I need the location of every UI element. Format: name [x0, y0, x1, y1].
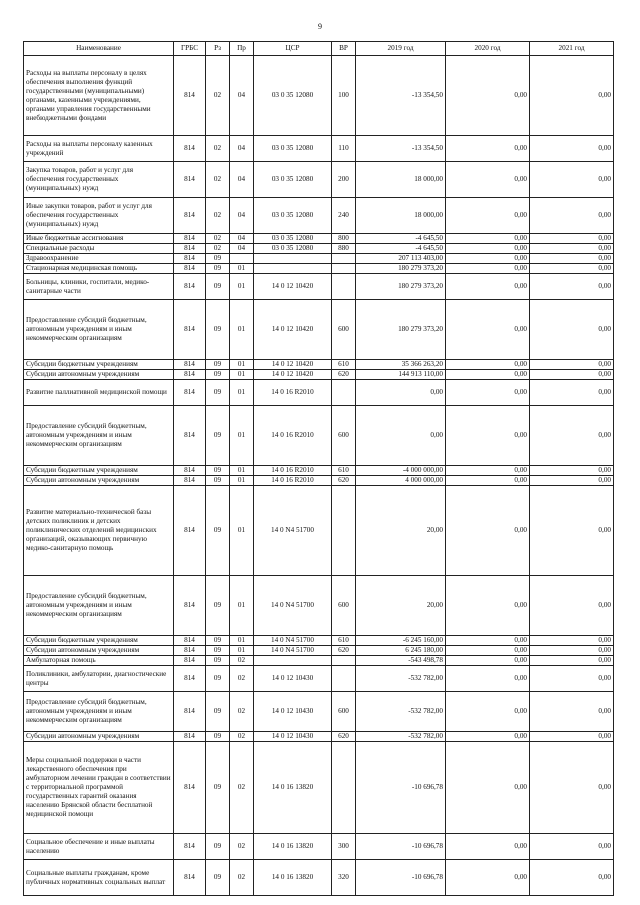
cell-vr: 240 — [332, 198, 356, 234]
cell-y2020: 0,00 — [446, 656, 530, 666]
cell-rz: 09 — [206, 692, 230, 732]
budget-table — [23, 41, 614, 896]
cell-vr — [332, 264, 356, 274]
cell-pr: 01 — [230, 476, 254, 486]
cell-vr: 200 — [332, 162, 356, 198]
cell-y2021: 0,00 — [530, 136, 614, 162]
cell-vr: 610 — [332, 466, 356, 476]
cell-name: Развитие паллиативной медицинской помощи — [24, 380, 174, 406]
table-row — [24, 264, 614, 274]
table-row — [24, 834, 614, 860]
cell-vr: 320 — [332, 860, 356, 896]
cell-pr: 01 — [230, 370, 254, 380]
cell-grbs: 814 — [174, 656, 206, 666]
cell-rz: 02 — [206, 56, 230, 136]
cell-y2021: 0,00 — [530, 476, 614, 486]
cell-y2019: 4 000 000,00 — [356, 476, 446, 486]
cell-y2021: 0,00 — [530, 732, 614, 742]
cell-y2020: 0,00 — [446, 274, 530, 300]
cell-y2019: 0,00 — [356, 380, 446, 406]
cell-csr: 03 0 35 12080 — [254, 56, 332, 136]
cell-rz: 09 — [206, 370, 230, 380]
cell-vr — [332, 486, 356, 576]
cell-pr: 01 — [230, 646, 254, 656]
cell-csr: 03 0 35 12080 — [254, 244, 332, 254]
cell-csr: 03 0 35 12080 — [254, 136, 332, 162]
cell-vr — [332, 254, 356, 264]
cell-vr: 600 — [332, 576, 356, 636]
cell-rz: 09 — [206, 274, 230, 300]
cell-y2020: 0,00 — [446, 406, 530, 466]
cell-grbs: 814 — [174, 666, 206, 692]
cell-name: Специальные расходы — [24, 244, 174, 254]
cell-grbs: 814 — [174, 646, 206, 656]
cell-y2021: 0,00 — [530, 636, 614, 646]
cell-pr: 02 — [230, 656, 254, 666]
cell-y2019: 35 366 263,20 — [356, 360, 446, 370]
cell-rz: 09 — [206, 860, 230, 896]
cell-y2021: 0,00 — [530, 300, 614, 360]
cell-y2020: 0,00 — [446, 486, 530, 576]
cell-grbs: 814 — [174, 370, 206, 380]
cell-vr — [332, 742, 356, 834]
cell-rz: 09 — [206, 636, 230, 646]
cell-name: Предоставление субсидий бюджетным, автономным учреждениям и иным некоммерческим организациям — [24, 300, 174, 360]
cell-y2019: 207 113 403,00 — [356, 254, 446, 264]
cell-pr: 01 — [230, 406, 254, 466]
cell-y2020: 0,00 — [446, 244, 530, 254]
header-csr: ЦСР — [254, 42, 332, 56]
cell-name: Субсидии автономным учреждениям — [24, 370, 174, 380]
cell-vr: 620 — [332, 646, 356, 656]
cell-vr: 300 — [332, 834, 356, 860]
cell-vr: 100 — [332, 56, 356, 136]
cell-name: Здравоохранение — [24, 254, 174, 264]
cell-y2020: 0,00 — [446, 636, 530, 646]
cell-rz: 09 — [206, 360, 230, 370]
cell-name: Иные бюджетные ассигнования — [24, 234, 174, 244]
cell-y2020: 0,00 — [446, 476, 530, 486]
cell-grbs: 814 — [174, 732, 206, 742]
cell-rz: 09 — [206, 486, 230, 576]
cell-y2021: 0,00 — [530, 370, 614, 380]
cell-vr: 620 — [332, 476, 356, 486]
cell-name: Субсидии автономным учреждениям — [24, 476, 174, 486]
cell-grbs: 814 — [174, 162, 206, 198]
cell-grbs: 814 — [174, 636, 206, 646]
cell-y2021: 0,00 — [530, 380, 614, 406]
cell-y2020: 0,00 — [446, 646, 530, 656]
cell-name: Субсидии бюджетным учреждениям — [24, 360, 174, 370]
header-grbs: ГРБС — [174, 42, 206, 56]
cell-name: Предоставление субсидий бюджетным, автономным учреждениям и иным некоммерческим организациям — [24, 692, 174, 732]
cell-y2019: 180 279 373,20 — [356, 300, 446, 360]
cell-y2021: 0,00 — [530, 692, 614, 732]
cell-pr: 01 — [230, 274, 254, 300]
cell-rz: 09 — [206, 666, 230, 692]
table-row — [24, 692, 614, 732]
cell-grbs: 814 — [174, 576, 206, 636]
cell-pr: 01 — [230, 576, 254, 636]
cell-y2021: 0,00 — [530, 656, 614, 666]
cell-y2021: 0,00 — [530, 56, 614, 136]
table-row — [24, 466, 614, 476]
cell-y2019: 18 000,00 — [356, 162, 446, 198]
cell-y2019: -4 000 000,00 — [356, 466, 446, 476]
cell-csr: 03 0 35 12080 — [254, 234, 332, 244]
cell-grbs: 814 — [174, 860, 206, 896]
cell-name: Субсидии бюджетным учреждениям — [24, 636, 174, 646]
cell-rz: 09 — [206, 742, 230, 834]
cell-y2019: -10 696,78 — [356, 742, 446, 834]
header-vr: ВР — [332, 42, 356, 56]
cell-rz: 09 — [206, 646, 230, 656]
table-row — [24, 742, 614, 834]
cell-pr: 04 — [230, 234, 254, 244]
table-row — [24, 274, 614, 300]
cell-vr: 600 — [332, 406, 356, 466]
cell-csr: 14 0 16 13820 — [254, 742, 332, 834]
header-pr: Пр — [230, 42, 254, 56]
cell-rz: 09 — [206, 264, 230, 274]
cell-csr: 14 0 12 10420 — [254, 360, 332, 370]
cell-y2021: 0,00 — [530, 234, 614, 244]
cell-y2021: 0,00 — [530, 486, 614, 576]
cell-pr: 01 — [230, 466, 254, 476]
cell-y2020: 0,00 — [446, 162, 530, 198]
cell-rz: 02 — [206, 198, 230, 234]
cell-y2019: 0,00 — [356, 406, 446, 466]
cell-grbs: 814 — [174, 300, 206, 360]
cell-grbs: 814 — [174, 742, 206, 834]
cell-vr: 620 — [332, 732, 356, 742]
cell-rz: 02 — [206, 136, 230, 162]
cell-csr: 14 0 16 R2010 — [254, 380, 332, 406]
table-row — [24, 476, 614, 486]
cell-rz: 02 — [206, 234, 230, 244]
table-row — [24, 360, 614, 370]
cell-vr: 610 — [332, 636, 356, 646]
cell-y2019: 180 279 373,20 — [356, 274, 446, 300]
cell-grbs: 814 — [174, 466, 206, 476]
cell-csr — [254, 254, 332, 264]
cell-y2021: 0,00 — [530, 742, 614, 834]
cell-csr: 14 0 N4 51700 — [254, 636, 332, 646]
cell-pr: 01 — [230, 486, 254, 576]
cell-y2019: -10 696,78 — [356, 834, 446, 860]
cell-pr: 04 — [230, 56, 254, 136]
cell-y2021: 0,00 — [530, 834, 614, 860]
cell-grbs: 814 — [174, 406, 206, 466]
cell-pr: 02 — [230, 666, 254, 692]
cell-pr: 04 — [230, 198, 254, 234]
cell-csr: 14 0 12 10420 — [254, 370, 332, 380]
cell-name: Меры социальной поддержки в части лекарственного обеспечения при амбулаторном лечении граждан в соответствии с территориальной программой государственных гарантий оказания населению Брянской области бесплатной медицинской помощи — [24, 742, 174, 834]
cell-pr: 04 — [230, 136, 254, 162]
cell-y2021: 0,00 — [530, 860, 614, 896]
cell-pr: 01 — [230, 380, 254, 406]
cell-grbs: 814 — [174, 692, 206, 732]
cell-y2019: -13 354,50 — [356, 56, 446, 136]
cell-y2020: 0,00 — [446, 56, 530, 136]
cell-csr: 14 0 16 13820 — [254, 860, 332, 896]
table-row — [24, 860, 614, 896]
cell-grbs: 814 — [174, 244, 206, 254]
cell-y2019: -532 782,00 — [356, 732, 446, 742]
cell-rz: 09 — [206, 732, 230, 742]
cell-rz: 09 — [206, 254, 230, 264]
cell-name: Субсидии автономным учреждениям — [24, 732, 174, 742]
cell-y2020: 0,00 — [446, 466, 530, 476]
table-row — [24, 136, 614, 162]
cell-grbs: 814 — [174, 360, 206, 370]
cell-vr: 880 — [332, 244, 356, 254]
cell-y2019: 20,00 — [356, 576, 446, 636]
cell-name: Социальное обеспечение и иные выплаты населению — [24, 834, 174, 860]
header-2020: 2020 год — [446, 42, 530, 56]
cell-grbs: 814 — [174, 56, 206, 136]
cell-vr — [332, 656, 356, 666]
cell-grbs: 814 — [174, 254, 206, 264]
header-rz: Рз — [206, 42, 230, 56]
cell-grbs: 814 — [174, 380, 206, 406]
cell-y2019: 144 913 110,00 — [356, 370, 446, 380]
cell-vr: 110 — [332, 136, 356, 162]
cell-grbs: 814 — [174, 274, 206, 300]
cell-y2021: 0,00 — [530, 646, 614, 656]
cell-y2019: -532 782,00 — [356, 692, 446, 732]
table-row — [24, 406, 614, 466]
cell-rz: 09 — [206, 576, 230, 636]
cell-pr: 02 — [230, 860, 254, 896]
cell-y2019: -6 245 160,00 — [356, 636, 446, 646]
cell-y2020: 0,00 — [446, 254, 530, 264]
cell-name: Развитие материально-технической базы детских поликлиник и детских поликлинических отделений медицинских организаций, оказывающих первичную медико-санитарную помощь — [24, 486, 174, 576]
cell-y2021: 0,00 — [530, 254, 614, 264]
cell-y2020: 0,00 — [446, 834, 530, 860]
table-row — [24, 732, 614, 742]
cell-rz: 09 — [206, 476, 230, 486]
cell-y2021: 0,00 — [530, 576, 614, 636]
cell-name: Поликлиники, амбулатории, диагностические центры — [24, 666, 174, 692]
cell-y2020: 0,00 — [446, 198, 530, 234]
cell-csr: 14 0 N4 51700 — [254, 646, 332, 656]
cell-vr: 610 — [332, 360, 356, 370]
cell-rz: 09 — [206, 300, 230, 360]
cell-vr: 600 — [332, 692, 356, 732]
cell-rz: 09 — [206, 466, 230, 476]
cell-vr — [332, 666, 356, 692]
cell-pr: 01 — [230, 360, 254, 370]
cell-pr: 04 — [230, 244, 254, 254]
cell-grbs: 814 — [174, 476, 206, 486]
header-name: Наименование — [24, 42, 174, 56]
cell-y2020: 0,00 — [446, 576, 530, 636]
cell-pr: 02 — [230, 742, 254, 834]
cell-y2019: 18 000,00 — [356, 198, 446, 234]
cell-csr: 14 0 N4 51700 — [254, 486, 332, 576]
cell-grbs: 814 — [174, 136, 206, 162]
cell-y2021: 0,00 — [530, 264, 614, 274]
cell-grbs: 814 — [174, 198, 206, 234]
table-row — [24, 254, 614, 264]
cell-vr: 600 — [332, 300, 356, 360]
cell-name: Закупка товаров, работ и услуг для обеспечения государственных (муниципальных) нужд — [24, 162, 174, 198]
cell-y2021: 0,00 — [530, 406, 614, 466]
cell-y2019: -4 645,50 — [356, 244, 446, 254]
cell-name: Стационарная медицинская помощь — [24, 264, 174, 274]
cell-csr: 14 0 12 10420 — [254, 300, 332, 360]
cell-pr: 04 — [230, 162, 254, 198]
table-row — [24, 56, 614, 136]
cell-rz: 09 — [206, 380, 230, 406]
cell-name: Социальные выплаты гражданам, кроме публичных нормативных социальных выплат — [24, 860, 174, 896]
cell-y2020: 0,00 — [446, 732, 530, 742]
cell-y2020: 0,00 — [446, 264, 530, 274]
cell-grbs: 814 — [174, 486, 206, 576]
table-header-row — [24, 42, 614, 56]
cell-y2020: 0,00 — [446, 860, 530, 896]
cell-y2021: 0,00 — [530, 162, 614, 198]
cell-y2020: 0,00 — [446, 360, 530, 370]
cell-name: Расходы на выплаты персоналу казенных учреждений — [24, 136, 174, 162]
cell-y2021: 0,00 — [530, 244, 614, 254]
table-row — [24, 656, 614, 666]
cell-csr: 03 0 35 12080 — [254, 162, 332, 198]
table-row — [24, 370, 614, 380]
cell-pr: 01 — [230, 300, 254, 360]
cell-rz: 09 — [206, 656, 230, 666]
table-row — [24, 244, 614, 254]
cell-name: Субсидии бюджетным учреждениям — [24, 466, 174, 476]
table-row — [24, 300, 614, 360]
cell-vr — [332, 274, 356, 300]
cell-name: Предоставление субсидий бюджетным, автономным учреждениям и иным некоммерческим организациям — [24, 406, 174, 466]
cell-y2019: 6 245 180,00 — [356, 646, 446, 656]
cell-pr: 01 — [230, 636, 254, 646]
cell-y2020: 0,00 — [446, 666, 530, 692]
cell-csr: 14 0 16 R2010 — [254, 406, 332, 466]
cell-y2019: -543 498,78 — [356, 656, 446, 666]
cell-y2019: 180 279 373,20 — [356, 264, 446, 274]
cell-csr: 14 0 16 R2010 — [254, 476, 332, 486]
table-row — [24, 198, 614, 234]
cell-pr — [230, 254, 254, 264]
cell-csr — [254, 656, 332, 666]
cell-y2019: -4 645,50 — [356, 234, 446, 244]
cell-y2019: -532 782,00 — [356, 666, 446, 692]
cell-grbs: 814 — [174, 834, 206, 860]
cell-y2021: 0,00 — [530, 666, 614, 692]
cell-y2020: 0,00 — [446, 692, 530, 732]
cell-csr: 14 0 12 10430 — [254, 732, 332, 742]
cell-pr: 01 — [230, 264, 254, 274]
cell-name: Расходы на выплаты персоналу в целях обеспечения выполнения функций государственными (муниципальными) органами, казенными учреждениями, органами управления государственными внебюджетными фондами — [24, 56, 174, 136]
cell-rz: 02 — [206, 244, 230, 254]
cell-y2020: 0,00 — [446, 300, 530, 360]
cell-pr: 02 — [230, 834, 254, 860]
header-2021: 2021 год — [530, 42, 614, 56]
cell-grbs: 814 — [174, 264, 206, 274]
table-row — [24, 234, 614, 244]
table-row — [24, 666, 614, 692]
cell-csr: 14 0 12 10430 — [254, 692, 332, 732]
cell-y2019: -10 696,78 — [356, 860, 446, 896]
cell-y2020: 0,00 — [446, 136, 530, 162]
cell-rz: 09 — [206, 406, 230, 466]
cell-pr: 02 — [230, 732, 254, 742]
table-row — [24, 380, 614, 406]
cell-vr: 620 — [332, 370, 356, 380]
cell-vr — [332, 380, 356, 406]
cell-vr: 800 — [332, 234, 356, 244]
cell-csr: 14 0 N4 51700 — [254, 576, 332, 636]
cell-name: Амбулаторная помощь — [24, 656, 174, 666]
cell-y2019: 20,00 — [356, 486, 446, 576]
cell-name: Иные закупки товаров, работ и услуг для обеспечения государственных (муниципальных) нужд — [24, 198, 174, 234]
cell-y2021: 0,00 — [530, 466, 614, 476]
cell-y2020: 0,00 — [446, 370, 530, 380]
header-2019: 2019 год — [356, 42, 446, 56]
table-row — [24, 636, 614, 646]
cell-y2020: 0,00 — [446, 742, 530, 834]
cell-y2021: 0,00 — [530, 360, 614, 370]
cell-csr: 14 0 16 R2010 — [254, 466, 332, 476]
cell-name: Субсидии автономным учреждениям — [24, 646, 174, 656]
cell-y2019: -13 354,50 — [356, 136, 446, 162]
cell-pr: 02 — [230, 692, 254, 732]
cell-csr: 14 0 12 10430 — [254, 666, 332, 692]
cell-grbs: 814 — [174, 234, 206, 244]
cell-csr: 14 0 16 13820 — [254, 834, 332, 860]
cell-y2021: 0,00 — [530, 198, 614, 234]
cell-csr — [254, 264, 332, 274]
cell-y2020: 0,00 — [446, 380, 530, 406]
cell-name: Больницы, клиники, госпитали, медико-санитарные части — [24, 274, 174, 300]
table-row — [24, 576, 614, 636]
cell-y2021: 0,00 — [530, 274, 614, 300]
cell-name: Предоставление субсидий бюджетным, автономным учреждениям и иным некоммерческим организациям — [24, 576, 174, 636]
cell-rz: 09 — [206, 834, 230, 860]
page-number: 9 — [318, 22, 322, 31]
table-row — [24, 486, 614, 576]
cell-rz: 02 — [206, 162, 230, 198]
cell-csr: 03 0 35 12080 — [254, 198, 332, 234]
table-row — [24, 646, 614, 656]
cell-csr: 14 0 12 10420 — [254, 274, 332, 300]
cell-y2020: 0,00 — [446, 234, 530, 244]
table-row — [24, 162, 614, 198]
